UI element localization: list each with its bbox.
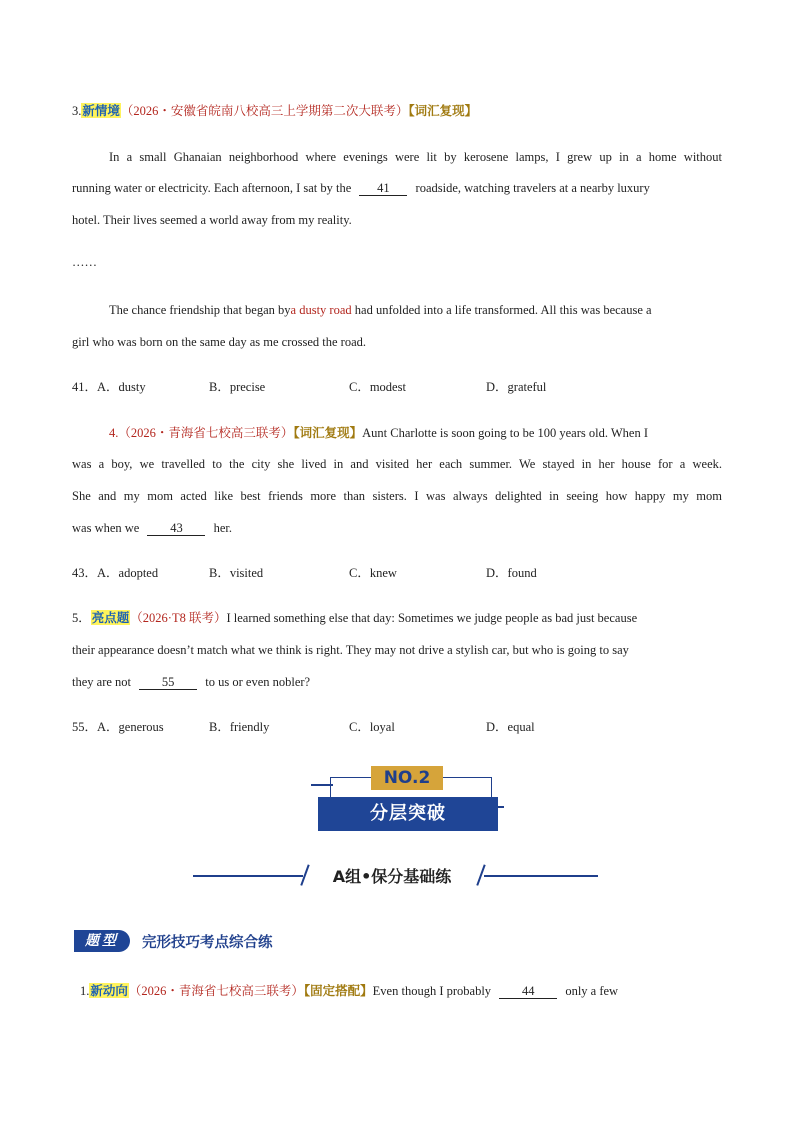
type-tag: 题型	[74, 930, 130, 952]
q3-option-c: C．modest	[349, 380, 406, 394]
q5-line2: their appearance doesn’t match what we think is right. They may not drive a stylish car, but who is going to say	[72, 643, 629, 657]
section-number-badge: NO.2	[371, 766, 443, 790]
q1-line1	[80, 983, 730, 999]
q5-source: （2026·T8 联考）	[130, 611, 227, 625]
q5-option-a: 55．A．generous	[72, 720, 164, 734]
q5-text: to us or even nobler?	[205, 675, 311, 689]
q5-text: they are not	[72, 675, 132, 689]
q3-highlight-phrase: a dusty road	[290, 303, 352, 317]
q4-line1	[109, 425, 722, 441]
q1-category: 【固定搭配】	[303, 984, 373, 998]
q3-blank-41: 41	[359, 181, 407, 196]
q5-option-d: D．equal	[486, 720, 535, 734]
badge-left-tick	[311, 784, 333, 786]
q5-blank-55: 55	[139, 675, 197, 690]
q3-para2-line2: girl who was born on the same day as me crossed the road.	[72, 335, 367, 349]
q3-option-b: B．precise	[209, 380, 266, 394]
section-title-badge: 分层突破	[318, 797, 498, 831]
q4-blank-43: 43	[147, 521, 205, 536]
q4-text: was when we	[72, 521, 140, 535]
q3-para1-line3: hotel. Their lives seemed a world away from my reality.	[72, 213, 352, 227]
q5-text: I learned something else that day: Sometimes we judge people as bad just because	[226, 611, 638, 625]
q4-text: her.	[213, 521, 232, 535]
q4-line3: She and my mom acted like best friends more than sisters. I was always delighted in seeing how happy my mom	[72, 489, 722, 503]
q1-text: only a few	[565, 984, 619, 998]
q3-option-a: 41．A．dusty	[72, 380, 146, 394]
q4-line2: was a boy, we travelled to the city she lived in and visited her each summer. We stayed in her house for a week.	[72, 457, 722, 471]
q5-line1	[72, 610, 722, 626]
q3-ellipsis: ……	[72, 255, 97, 269]
group-right-line	[484, 875, 598, 877]
q1-tag: 新动向	[90, 983, 128, 998]
q4-option-c: C．knew	[349, 566, 397, 580]
group-left-line	[193, 875, 303, 877]
type-title: 完形技巧考点综合练	[142, 935, 273, 951]
q3-text: roadside, watching travelers at a nearby luxury	[415, 181, 650, 195]
q1-number: 1.	[80, 984, 90, 998]
q3-text: had unfolded into a life transformed. All this was because a	[354, 303, 652, 317]
q4-number-source: 4.（2026・青海省七校高三联考）	[109, 426, 294, 440]
q4-option-a: 43．A．adopted	[72, 566, 159, 580]
q1-source: （2026・青海省七校高三联考）	[128, 984, 304, 998]
q3-para1-line2	[72, 180, 722, 196]
q5-tag: 亮点题	[91, 610, 130, 625]
q3-number: 3.	[72, 104, 82, 118]
q4-text: Aunt Charlotte is soon going to be 100 years old. When I	[362, 426, 648, 440]
q3-source: （2026・安徽省皖南八校高三上学期第二次大联考）	[120, 104, 409, 118]
q3-option-d: D．grateful	[486, 380, 547, 394]
q3-text: The chance friendship that began by	[109, 303, 291, 317]
q5-option-c: C．loyal	[349, 720, 395, 734]
q4-line4	[72, 520, 722, 536]
q3-text: running water or electricity. Each afternoon, I sat by the	[72, 181, 352, 195]
q5-number: 5．	[72, 611, 91, 625]
q1-text: Even though I probably	[372, 984, 492, 998]
q4-option-d: D．found	[486, 566, 537, 580]
q4-category: 【词汇复现】	[293, 426, 363, 440]
q1-blank-44: 44	[499, 984, 557, 999]
group-title: A组•保分基础练	[332, 867, 452, 886]
q3-header	[72, 103, 722, 119]
q3-para1-line1: In a small Ghanaian neighborhood where evenings were lit by kerosene lamps, I grew up in a home without	[109, 150, 722, 164]
q5-line3	[72, 674, 722, 690]
q3-category: 【词汇复现】	[408, 104, 478, 118]
q4-option-b: B．visited	[209, 566, 264, 580]
q3-tag: 新情境	[82, 103, 120, 118]
q5-option-b: B．friendly	[209, 720, 270, 734]
q3-para2-line1	[109, 302, 722, 318]
